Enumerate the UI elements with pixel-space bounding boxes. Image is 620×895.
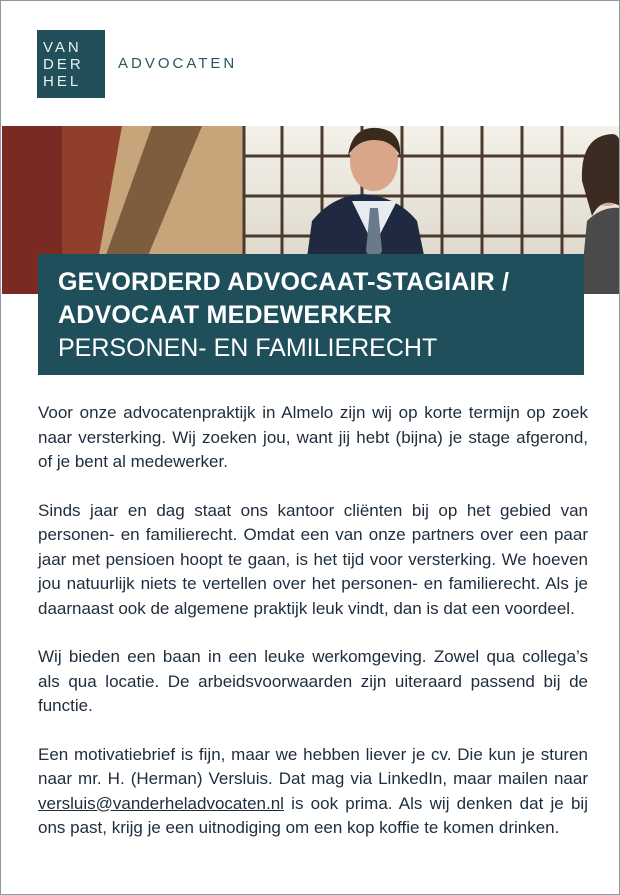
brand-logo xyxy=(37,30,105,98)
paragraph-practice: Sinds jaar en dag staat ons kantoor cliënten bij op het gebied van personen- en familierecht. Omdat een van onze partners over een paar jaar met pensioen hoopt te gaan, is het tijd voor versterking. We hoeven jou natuurlijk niets te vertellen over het personen- en familierecht. Als je daarnaast ook de algemene praktijk leuk vindt, dan is dat een voordeel. xyxy=(38,500,588,618)
job-title-line-1: GEVORDERD ADVOCAAT-STAGIAIR / xyxy=(58,268,510,296)
logo-line-1: VAN xyxy=(43,38,82,56)
paragraph-apply xyxy=(38,743,588,841)
job-title-line-2: ADVOCAAT MEDEWERKER xyxy=(58,301,392,329)
brand-wordmark: ADVOCATEN xyxy=(118,55,238,72)
paragraph-offer: Wij bieden een baan in een leuke werkomgeving. Zowel qua collega’s als qua locatie. De arbeidsvoorwaarden zijn uiteraard passend bij de functie. xyxy=(38,647,588,715)
logo-line-2: DER xyxy=(43,55,84,73)
apply-text-after: is ook prima. Als wij denken dat je bij ons past, krijg je een uitnodiging om een kop koffie te komen drinken. xyxy=(38,793,588,837)
email-link[interactable]: versluis@vanderheladvocaten.nl xyxy=(38,793,284,813)
job-title-box xyxy=(38,254,584,375)
logo-line-3: HEL xyxy=(43,72,82,90)
job-subtitle: PERSONEN- EN FAMILIERECHT xyxy=(58,334,438,362)
apply-text-before: Een motivatiebrief is fijn, maar we hebben liever je cv. Die kun je sturen naar mr. H. (Herman) Versluis. Dat mag via LinkedIn, maar mailen naar xyxy=(38,744,588,788)
vacancy-body xyxy=(38,401,588,841)
paragraph-intro: Voor onze advocatenpraktijk in Almelo zijn wij op korte termijn op zoek naar versterking. Wij zoeken jou, want jij hebt (bijna) je stage afgerond, of je bent al medewerker. xyxy=(38,403,588,471)
